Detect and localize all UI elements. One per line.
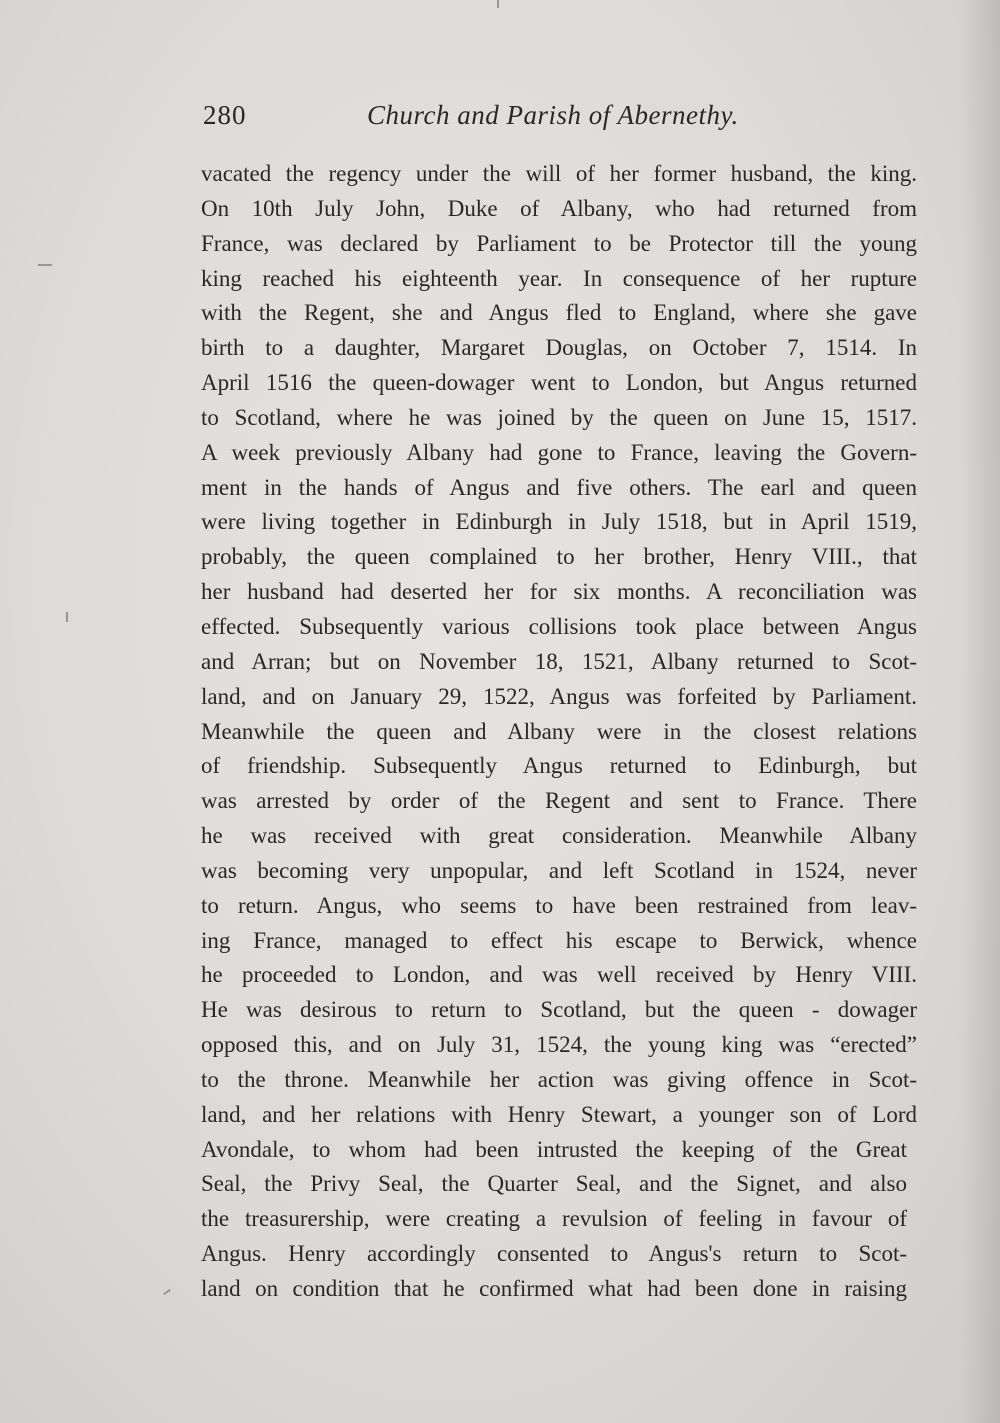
text-line: birth to a daughter, Margaret Douglas, on October 7, 1514. In <box>201 335 917 361</box>
body-text <box>201 157 921 1307</box>
margin-mark <box>66 612 68 622</box>
text-line: land on condition that he confirmed what had been done in raising <box>201 1276 907 1301</box>
text-line: opposed this, and on July 31, 1524, the young king was “erected” <box>201 1032 917 1058</box>
text-line: and Arran; but on November 18, 1521, Albany returned to Scot- <box>201 648 917 674</box>
text-line: vacated the regency under the will of her former husband, the king. <box>201 161 917 186</box>
text-line: her husband had deserted her for six months. A reconciliation was <box>201 579 917 605</box>
text-line: to the throne. Meanwhile her action was giving offence in Scot- <box>201 1066 917 1092</box>
text-line: Avondale, to whom had been intrusted the keeping of the Great <box>201 1136 907 1162</box>
text-line: April 1516 the queen-dowager went to London, but Angus returned <box>201 370 917 396</box>
text-line: Seal, the Privy Seal, the Quarter Seal, and the Signet, and also <box>201 1171 907 1197</box>
text-line: A week previously Albany had gone to France, leaving the Govern- <box>201 439 917 465</box>
page-number: 280 <box>203 100 247 130</box>
text-line: ing France, managed to effect his escape to Berwick, whence <box>201 927 917 953</box>
text-line: of friendship. Subsequently Angus returned to Edinburgh, but <box>201 753 917 779</box>
text-line: Meanwhile the queen and Albany were in the closest relations <box>201 718 917 744</box>
text-line: to Scotland, where he was joined by the queen on June 15, 1517. <box>201 404 917 430</box>
text-line: He was desirous to return to Scotland, but the queen - dowager <box>201 997 917 1023</box>
text-line: ment in the hands of Angus and five others. The earl and queen <box>201 474 917 500</box>
margin-mark <box>497 0 499 8</box>
text-line: king reached his eighteenth year. In consequence of her rupture <box>201 265 917 291</box>
margin-mark <box>38 264 52 266</box>
text-line: to return. Angus, who seems to have been restrained from leav- <box>201 892 917 918</box>
text-line: probably, the queen complained to her brother, Henry VIII., that <box>201 544 917 570</box>
text-line: he was received with great consideration. Meanwhile Albany <box>201 823 917 849</box>
page-edge-shadow <box>960 0 1000 1423</box>
text-line: the treasurership, were creating a revulsion of feeling in favour of <box>201 1206 907 1232</box>
running-head: Church and Parish of Abernethy. <box>367 100 739 130</box>
text-line: was arrested by order of the Regent and sent to France. There <box>201 788 917 814</box>
text-line: Angus. Henry accordingly consented to Angus's return to Scot- <box>201 1241 907 1267</box>
margin-mark <box>163 1289 171 1295</box>
page-header <box>203 100 773 140</box>
text-line: with the Regent, she and Angus fled to England, where she gave <box>201 300 917 326</box>
text-line: was becoming very unpopular, and left Scotland in 1524, never <box>201 857 917 883</box>
text-line: France, was declared by Parliament to be Protector till the young <box>201 230 917 256</box>
text-line: he proceeded to London, and was well received by Henry VIII. <box>201 962 917 988</box>
text-line: were living together in Edinburgh in July 1518, but in April 1519, <box>201 509 917 535</box>
text-line: effected. Subsequently various collisions took place between Angus <box>201 613 917 639</box>
text-line: land, and her relations with Henry Stewart, a younger son of Lord <box>201 1101 917 1127</box>
text-line: land, and on January 29, 1522, Angus was forfeited by Parliament. <box>201 683 917 709</box>
text-line: On 10th July John, Duke of Albany, who had returned from <box>201 195 917 221</box>
